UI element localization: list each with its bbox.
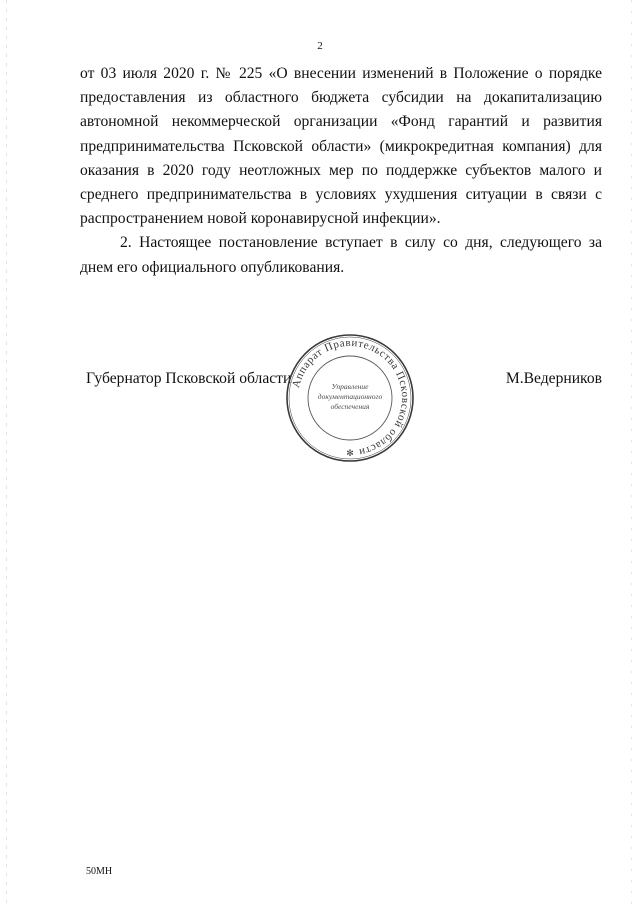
seal-outer-text: Аппарат Правительства Псковской области xyxy=(290,336,412,459)
official-seal-stamp xyxy=(284,332,416,464)
signatory-name: М.Ведерников xyxy=(505,370,602,387)
document-body xyxy=(80,62,602,280)
footer-code: 50МН xyxy=(86,866,113,877)
scan-edge-left xyxy=(6,0,7,905)
paragraph-effective-date: 2. Настоящее постановление вступает в силу со дня, следующего за днем его официального опубликования. xyxy=(80,234,602,276)
seal-inner-line-2: документационного xyxy=(317,392,383,401)
seal-star-icon: ✻ xyxy=(346,449,354,459)
seal-inner-line-3: обеспечения xyxy=(330,402,370,411)
scan-edge-right xyxy=(631,0,632,905)
page-number: 2 xyxy=(317,40,323,52)
seal-inner-line-1: Управление xyxy=(331,382,369,391)
paragraph-continuation: от 03 июля 2020 г. № 225 «О внесении изменений в Положение о порядке предоставления из областного бюджета субсидии на докапитализацию автономной некоммерческой организации «Фонд гарантий и развития предпринимательства Псковской области» (микрокредитная компания) для оказания в 2020 году неотложных мер по поддержке субъектов малого и среднего предпринимательства в условиях ухудшения ситуации в связи с распространением новой коронавирусной инфекции». xyxy=(80,65,602,228)
signatory-position: Губернатор Псковской области xyxy=(86,370,292,387)
